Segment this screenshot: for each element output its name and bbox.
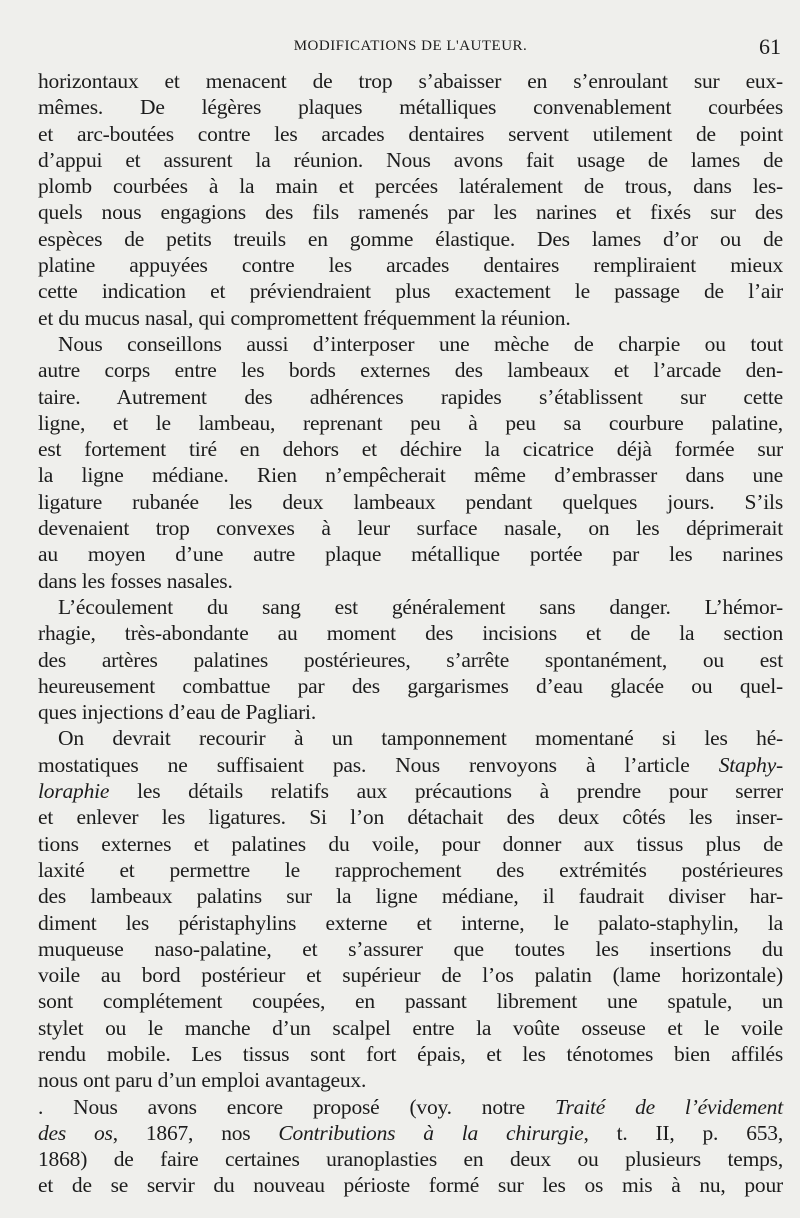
text-line	[38, 988, 783, 1014]
text-line	[38, 173, 783, 199]
italic-text: Staphy-	[718, 752, 783, 777]
text-line	[38, 831, 783, 857]
text-line	[38, 305, 783, 331]
text-line	[38, 804, 783, 830]
text-segment: espèces de petits treuils en gomme élastique. Des lames d’or ou de	[38, 226, 783, 251]
text-line	[38, 384, 783, 410]
text-segment: autre corps entre les bords externes des lambeaux et l’arcade den-	[38, 358, 783, 383]
text-line	[38, 68, 783, 94]
italic-text: des os	[38, 1120, 113, 1145]
text-segment: des artères palatines postérieures, s’arrête spontanément, ou est	[38, 647, 783, 672]
text-line	[38, 1015, 783, 1041]
text-line	[38, 1120, 783, 1146]
text-segment: heureusement combattue par des gargarismes d’eau glacée ou quel-	[38, 673, 783, 698]
text-line	[38, 357, 783, 383]
text-segment: 1868) de faire certaines uranoplasties en deux ou plusieurs temps,	[38, 1147, 783, 1172]
text-segment: dans les fosses nasales.	[38, 568, 233, 593]
text-line	[38, 462, 783, 488]
text-segment: laxité et permettre le rapprochement des extrémités postérieures	[38, 857, 783, 882]
text-segment: les détails relatifs aux précautions à prendre pour serrer	[109, 779, 783, 804]
text-segment: mostatiques ne suffisaient pas. Nous renvoyons à l’article	[38, 752, 719, 777]
text-line	[38, 778, 783, 804]
text-line	[38, 962, 783, 988]
text-segment: , t. II, p. 653,	[583, 1120, 784, 1145]
italic-text: Traité de l’évidement	[554, 1094, 783, 1119]
text-segment: est fortement tiré en dehors et déchire la cicatrice déjà formée sur	[38, 437, 783, 462]
text-line	[38, 331, 783, 357]
text-line	[38, 1172, 783, 1198]
text-segment: Nous conseillons aussi d’interposer une mèche de charpie ou tout	[58, 331, 783, 356]
text-line	[38, 936, 783, 962]
text-segment: cette indication et préviendraient plus exactement le passage de l’air	[38, 279, 783, 304]
page-number: 61	[759, 34, 781, 59]
text-line	[38, 121, 783, 147]
text-line	[38, 568, 783, 594]
text-segment: et enlever les ligatures. Si l’on détachait des deux côtés les inser-	[38, 805, 783, 830]
text-segment: L’écoulement du sang est généralement sans danger. L’hémor-	[58, 594, 783, 619]
text-segment: muqueuse naso-palatine, et s’assurer que toutes les insertions du	[38, 936, 783, 961]
text-segment: des lambeaux palatins sur la ligne médiane, il faudrait diviser har-	[38, 884, 783, 909]
text-segment: plomb courbées à la main et percées latéralement de trous, dans les-	[38, 174, 783, 199]
text-segment: platine appuyées contre les arcades dentaires rempliraient mieux	[38, 253, 783, 278]
text-line	[38, 489, 783, 515]
text-line	[38, 857, 783, 883]
text-segment: stylet ou le manche d’un scalpel entre la voûte osseuse et le voile	[38, 1015, 783, 1040]
text-segment: rendu mobile. Les tissus sont fort épais, et les ténotomes bien affilés	[38, 1041, 783, 1066]
text-line	[38, 752, 783, 778]
text-line	[38, 1067, 783, 1093]
text-line	[38, 541, 783, 567]
text-line	[38, 252, 783, 278]
text-line	[38, 515, 783, 541]
text-segment: diment les péristaphylins externe et interne, le palato-staphylin, la	[38, 910, 783, 935]
running-header	[38, 34, 783, 64]
text-segment: , 1867, nos	[112, 1120, 279, 1145]
page-body-text	[38, 68, 783, 1199]
text-line	[38, 883, 783, 909]
text-line	[38, 1146, 783, 1172]
text-segment: On devrait recourir à un tamponnement momentané si les hé-	[58, 726, 783, 751]
italic-text: loraphie	[38, 779, 110, 804]
text-segment: nous ont paru d’un emploi avantageux.	[38, 1068, 367, 1093]
text-line	[38, 594, 783, 620]
text-line	[38, 278, 783, 304]
text-segment: au moyen d’une autre plaque métallique portée par les narines	[38, 542, 783, 567]
text-segment: sont complétement coupées, en passant librement une spatule, un	[38, 989, 783, 1014]
text-line	[38, 1041, 783, 1067]
text-segment: et de se servir du nouveau périoste formé sur les os mis à nu, pour	[38, 1173, 783, 1198]
text-segment: taire. Autrement des adhérences rapides s’établissent sur cette	[38, 384, 783, 409]
text-line	[38, 199, 783, 225]
text-segment: ligne, et le lambeau, reprenant peu à peu sa courbure palatine,	[38, 410, 783, 435]
text-segment: tions externes et palatines du voile, pour donner aux tissus plus de	[38, 831, 783, 856]
text-segment: quels nous engagions des fils ramenés par les narines et fixés sur des	[38, 200, 783, 225]
text-segment: et du mucus nasal, qui compromettent fréquemment la réunion.	[38, 305, 571, 330]
text-segment: devenaient trop convexes à leur surface nasale, on les déprimerait	[38, 516, 783, 541]
text-segment: ligature rubanée les deux lambeaux pendant quelques jours. S’ils	[38, 489, 783, 514]
italic-text: Contributions à la chirurgie	[278, 1120, 584, 1145]
text-line	[38, 147, 783, 173]
running-title: MODIFICATIONS DE L'AUTEUR.	[293, 38, 528, 54]
text-line	[38, 673, 783, 699]
text-segment: mêmes. De légères plaques métalliques convenablement courbées	[38, 95, 783, 120]
text-line	[38, 1094, 783, 1120]
text-line	[38, 620, 783, 646]
text-segment: d’appui et assurent la réunion. Nous avons fait usage de lames de	[38, 147, 783, 172]
text-line	[38, 94, 783, 120]
text-line	[38, 725, 783, 751]
text-segment: la ligne médiane. Rien n’empêcherait même d’embrasser dans une	[38, 463, 783, 488]
text-segment: . Nous avons encore proposé (voy. notre	[38, 1094, 555, 1119]
text-line	[38, 910, 783, 936]
text-segment: ques injections d’eau de Pagliari.	[38, 700, 316, 725]
text-segment: voile au bord postérieur et supérieur de l’os palatin (lame horizontale)	[38, 963, 783, 988]
text-line	[38, 699, 783, 725]
text-line	[38, 647, 783, 673]
text-segment: rhagie, très-abondante au moment des incisions et de la section	[38, 621, 783, 646]
text-segment: et arc-boutées contre les arcades dentaires servent utilement de point	[38, 121, 783, 146]
text-segment: horizontaux et menacent de trop s’abaisser en s’enroulant sur eux-	[38, 69, 783, 93]
text-line	[38, 410, 783, 436]
text-line	[38, 436, 783, 462]
text-line	[38, 226, 783, 252]
